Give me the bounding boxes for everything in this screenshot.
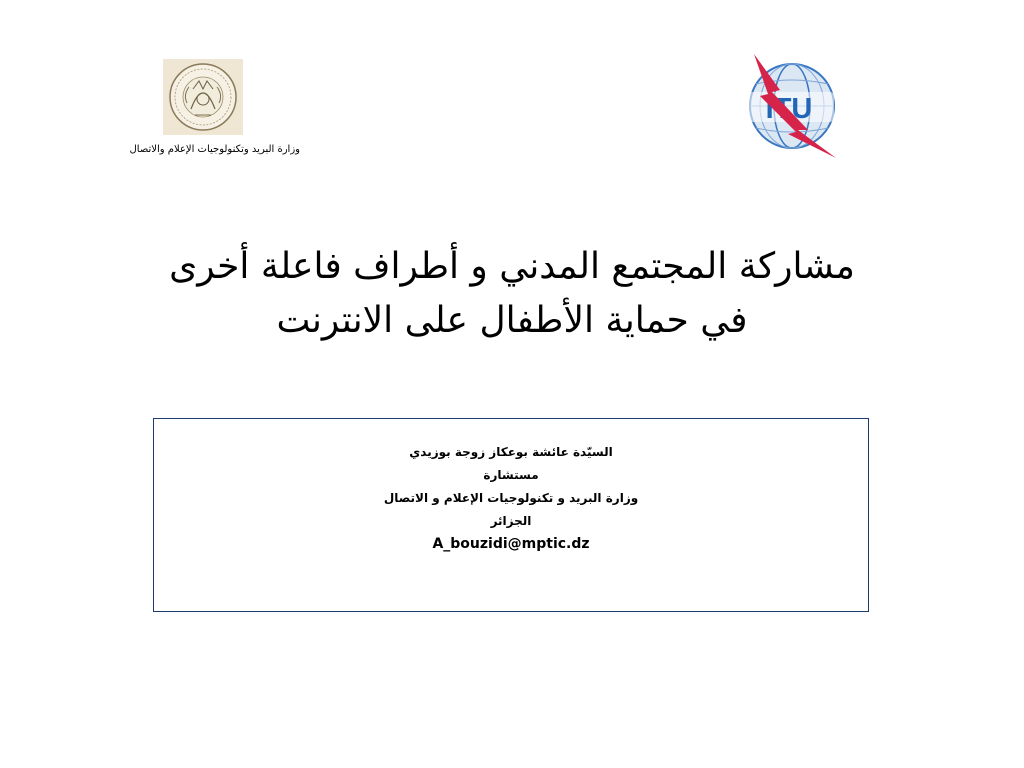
presenter-role: مستشارة [483, 468, 539, 482]
itu-logo-text: ITU [765, 93, 813, 125]
itu-logo-icon [736, 50, 840, 160]
page-title [60, 240, 964, 348]
ministry-caption: وزارة البريد وتكنولوجيات الإعلام والاتصال [129, 144, 300, 155]
algeria-emblem-icon [163, 59, 243, 135]
title-line-2: في حماية الأطفال على الانترنت [276, 300, 748, 341]
presenter-country: الجزائر [490, 514, 532, 528]
presenter-email[interactable]: A_bouzidi@mptic.dz [432, 536, 590, 552]
presenter-name: السيّدة عائشة بوعكاز زوجة بوزيدي [409, 445, 613, 459]
title-line-1: مشاركة المجتمع المدني و أطراف فاعلة أخرى [169, 246, 855, 287]
presenter-info-box [153, 418, 869, 612]
presenter-ministry: وزارة البريد و تكنولوجيات الإعلام و الاتصال [383, 491, 639, 505]
